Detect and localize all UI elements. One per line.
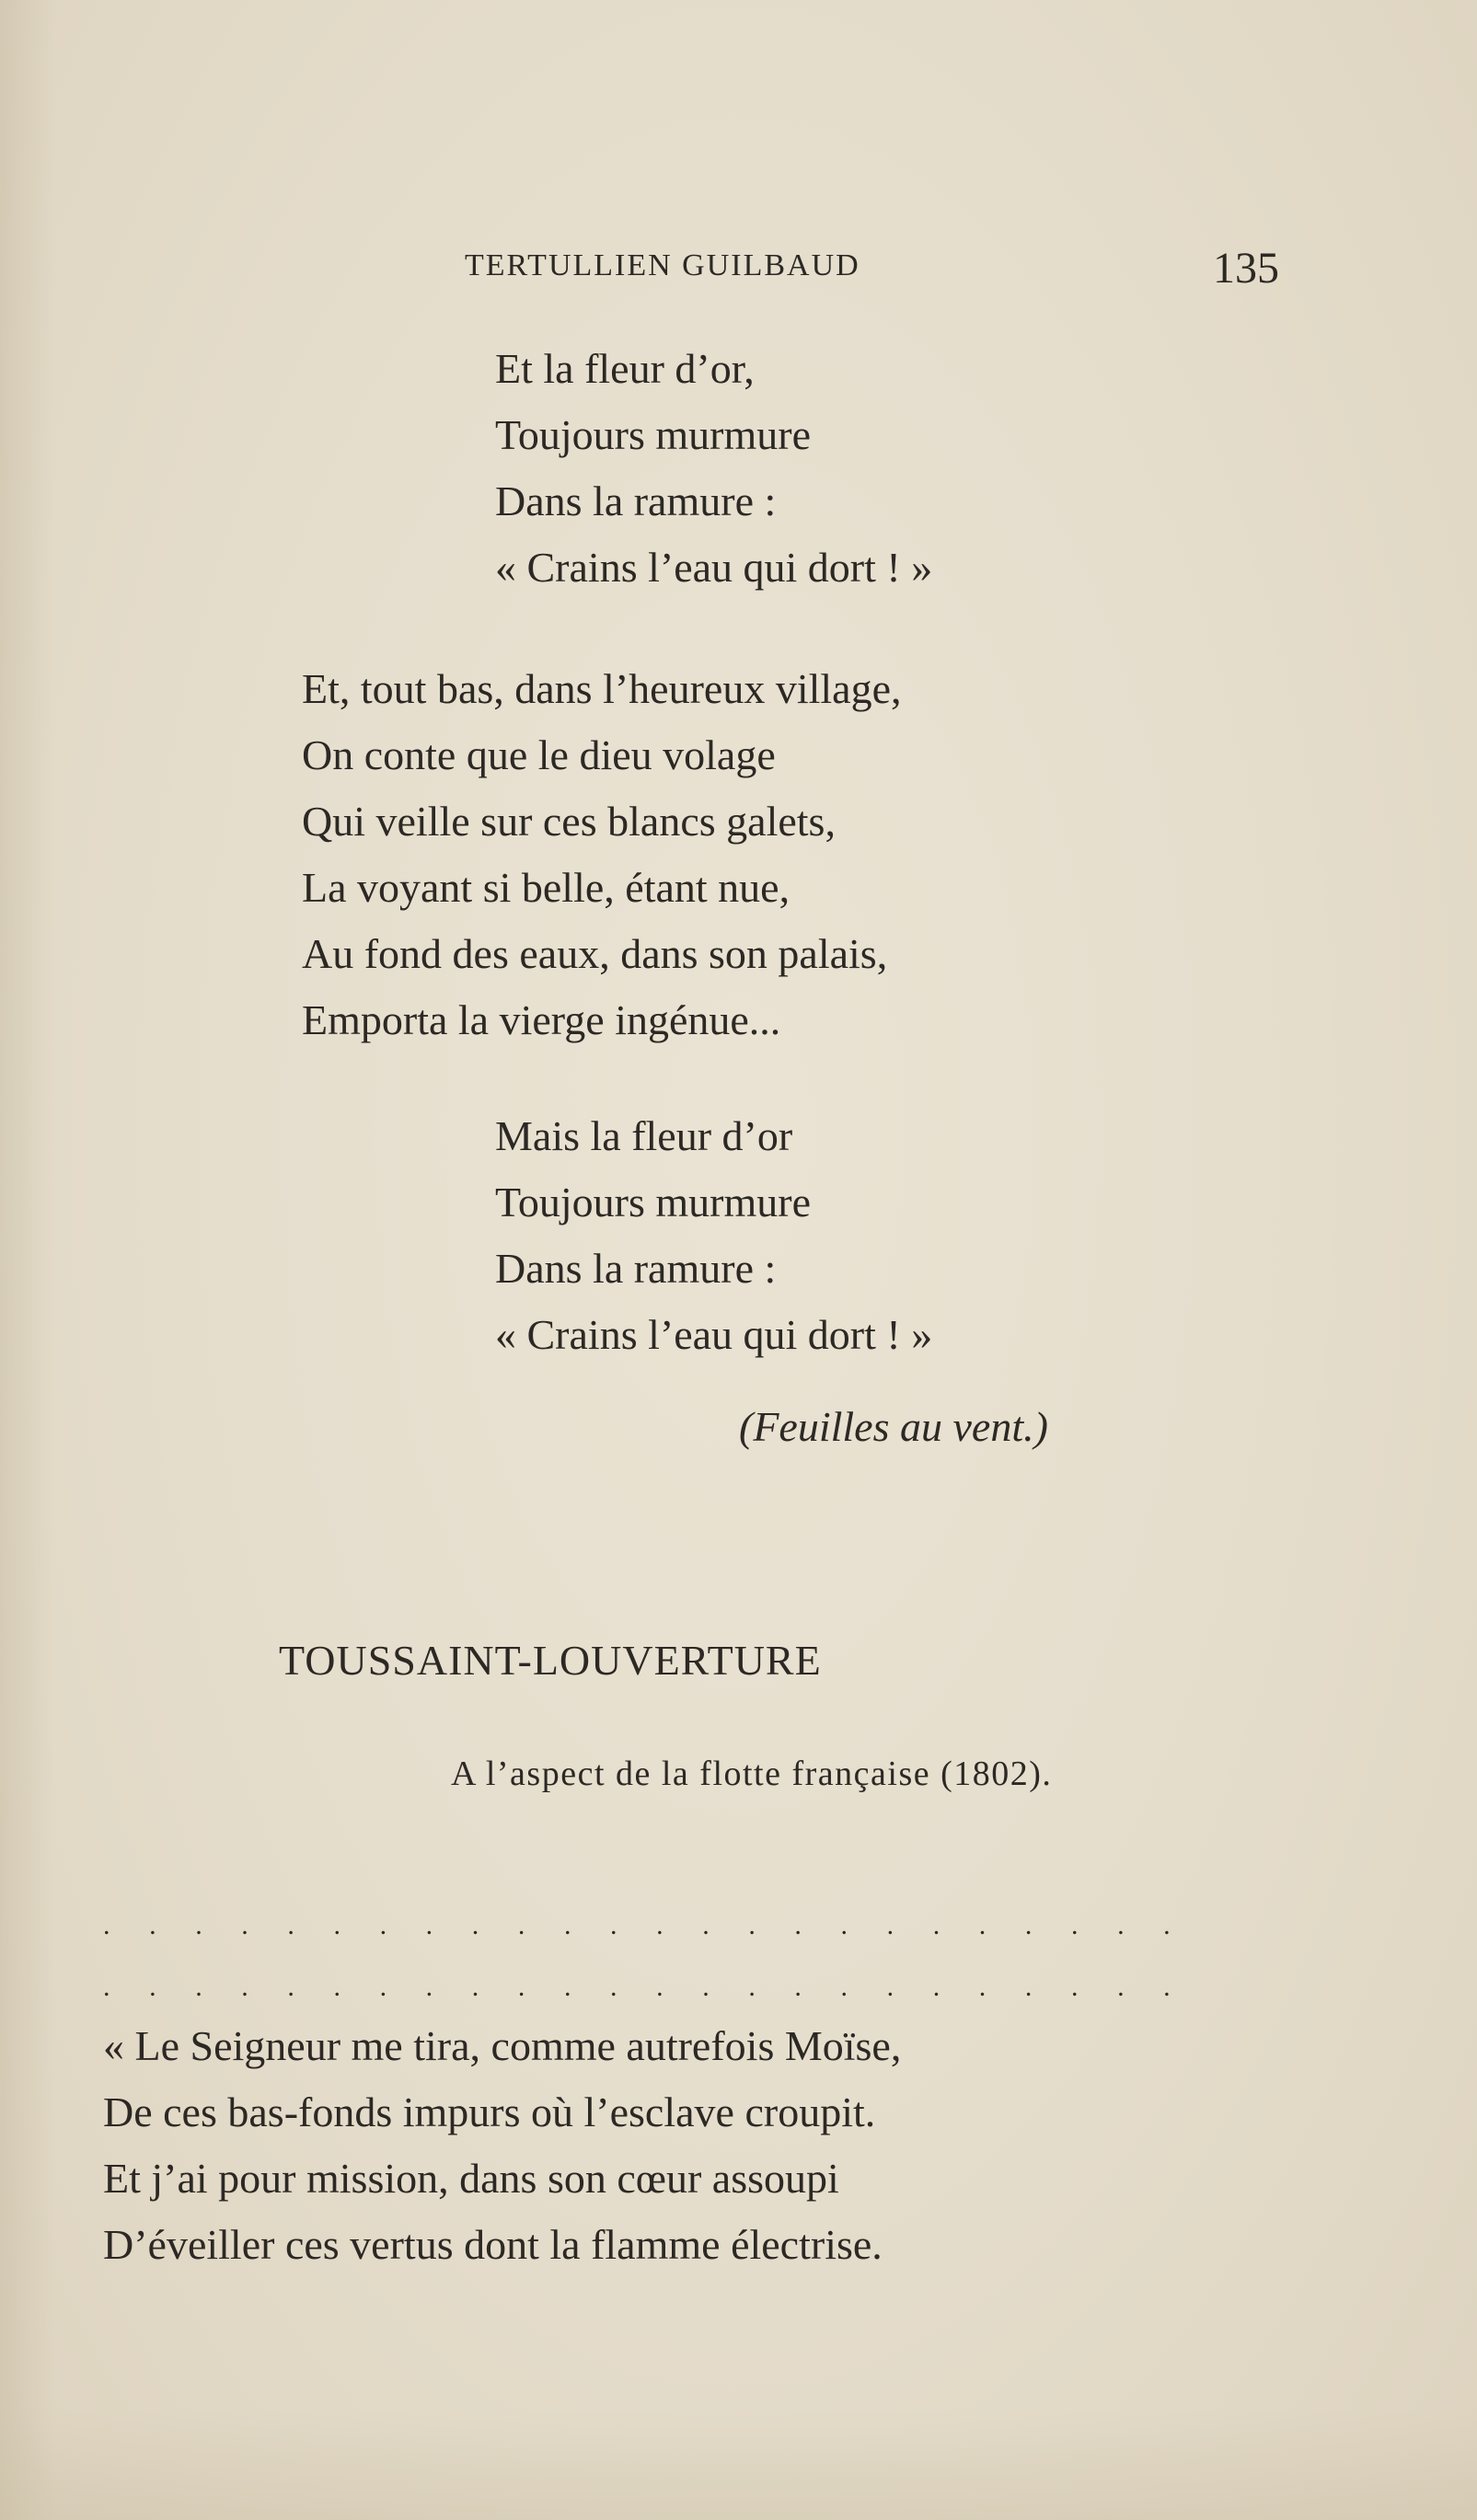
verse-line: Et la fleur d’or, <box>495 345 755 392</box>
ellipsis-dot: . <box>610 1972 617 2002</box>
closing-stanza <box>103 2013 901 2278</box>
ellipsis-dot: . <box>471 1910 479 1940</box>
ellipsis-dot: . <box>1024 1910 1033 1940</box>
ellipsis-dot: . <box>1117 1910 1125 1940</box>
ellipsis-dot: . <box>932 1910 940 1940</box>
ellipsis-dot: . <box>563 1910 571 1940</box>
ellipsis-row <box>103 1912 1171 1939</box>
ellipsis-dot: . <box>1117 1972 1125 2002</box>
running-head: TERTULLIEN GUILBAUD <box>465 248 860 282</box>
ellipsis-dot: . <box>794 1972 802 2002</box>
ellipsis-dot: . <box>886 1972 894 2002</box>
verse-line: Et j’ai pour mission, dans son cœur assoupi <box>103 2155 839 2202</box>
source-citation: (Feuilles au vent.) <box>739 1403 1048 1450</box>
ellipsis-dot: . <box>978 1910 987 1940</box>
ellipsis-dot: . <box>840 1910 848 1940</box>
ellipsis-dot: . <box>379 1910 387 1940</box>
ellipsis-dot: . <box>471 1972 479 2002</box>
verse-line: Toujours murmure <box>495 411 812 458</box>
ellipsis-dot: . <box>1070 1910 1079 1940</box>
ellipsis-dot: . <box>287 1910 294 1940</box>
ellipsis-dot: . <box>1163 1910 1171 1940</box>
verse-line: Et, tout bas, dans l’heureux village, <box>302 665 902 712</box>
ellipsis-dot: . <box>748 1910 756 1940</box>
refrain-stanza <box>495 336 932 601</box>
ellipsis-dot: . <box>978 1972 987 2002</box>
ellipsis-dot: . <box>425 1910 433 1940</box>
ellipsis-dot: . <box>103 1972 110 2002</box>
verse-line: Toujours murmure <box>495 1179 812 1225</box>
ellipsis-dot: . <box>333 1972 340 2002</box>
verse-line: Qui veille sur ces blancs galets, <box>302 798 836 845</box>
verse-line: Au fond des eaux, dans son palais, <box>302 930 888 977</box>
ellipsis-dot: . <box>1163 1972 1171 2002</box>
verse-line: On conte que le dieu volage <box>302 731 776 778</box>
verse-line: « Crains l’eau qui dort ! » <box>495 1311 933 1358</box>
ellipsis-dot: . <box>702 1972 710 2002</box>
ellipsis-dot: . <box>333 1910 340 1940</box>
page-number: 135 <box>1213 244 1279 293</box>
ellipsis-dot: . <box>425 1972 433 2002</box>
ellipsis-dot: . <box>379 1972 387 2002</box>
verse-line: « Crains l’eau qui dort ! » <box>495 544 933 591</box>
ellipsis-dot: . <box>1024 1972 1033 2002</box>
poem-title: TOUSSAINT-LOUVERTURE <box>279 1637 822 1684</box>
ellipsis-dot: . <box>886 1910 894 1940</box>
ellipsis-dot: . <box>702 1910 710 1940</box>
ellipsis-dot: . <box>563 1972 571 2002</box>
ellipsis-dot: . <box>241 1972 248 2002</box>
ellipsis-dot: . <box>103 1910 110 1940</box>
epigraph: A l’aspect de la flotte française (1802). <box>451 1755 1053 1793</box>
ellipsis-dot: . <box>287 1972 294 2002</box>
verse-line: De ces bas-fonds impurs où l’esclave croupit. <box>103 2088 876 2135</box>
ellipsis-dot: . <box>840 1972 848 2002</box>
ellipsis-dot: . <box>932 1972 940 2002</box>
verse-line: Dans la ramure : <box>495 1245 777 1292</box>
verse-line: La voyant si belle, étant nue, <box>302 864 790 911</box>
refrain-stanza <box>495 1103 932 1368</box>
ellipsis-dot: . <box>517 1972 525 2002</box>
ellipsis-dot: . <box>195 1910 202 1940</box>
ellipsis-dot: . <box>794 1910 802 1940</box>
ellipsis-dot: . <box>517 1910 525 1940</box>
ellipsis-dot: . <box>1070 1972 1079 2002</box>
verse-line: Emporta la vierge ingénue... <box>302 996 781 1043</box>
verse-line: « Le Seigneur me tira, comme autrefois Moïse, <box>103 2022 902 2069</box>
ellipsis-dot: . <box>241 1910 248 1940</box>
ellipsis-dot: . <box>748 1972 756 2002</box>
verse-line: Mais la fleur d’or <box>495 1112 793 1159</box>
ellipsis-dot: . <box>656 1910 663 1940</box>
main-stanza <box>302 656 902 1053</box>
ellipsis-dot: . <box>149 1972 156 2002</box>
ellipsis-dot: . <box>610 1910 617 1940</box>
ellipsis-dot: . <box>149 1910 156 1940</box>
verse-line: D’éveiller ces vertus dont la flamme électrise. <box>103 2221 883 2268</box>
ellipsis-dot: . <box>656 1972 663 2002</box>
verse-line: Dans la ramure : <box>495 478 777 524</box>
ellipsis-row <box>103 1973 1171 2001</box>
ellipsis-dot: . <box>195 1972 202 2002</box>
